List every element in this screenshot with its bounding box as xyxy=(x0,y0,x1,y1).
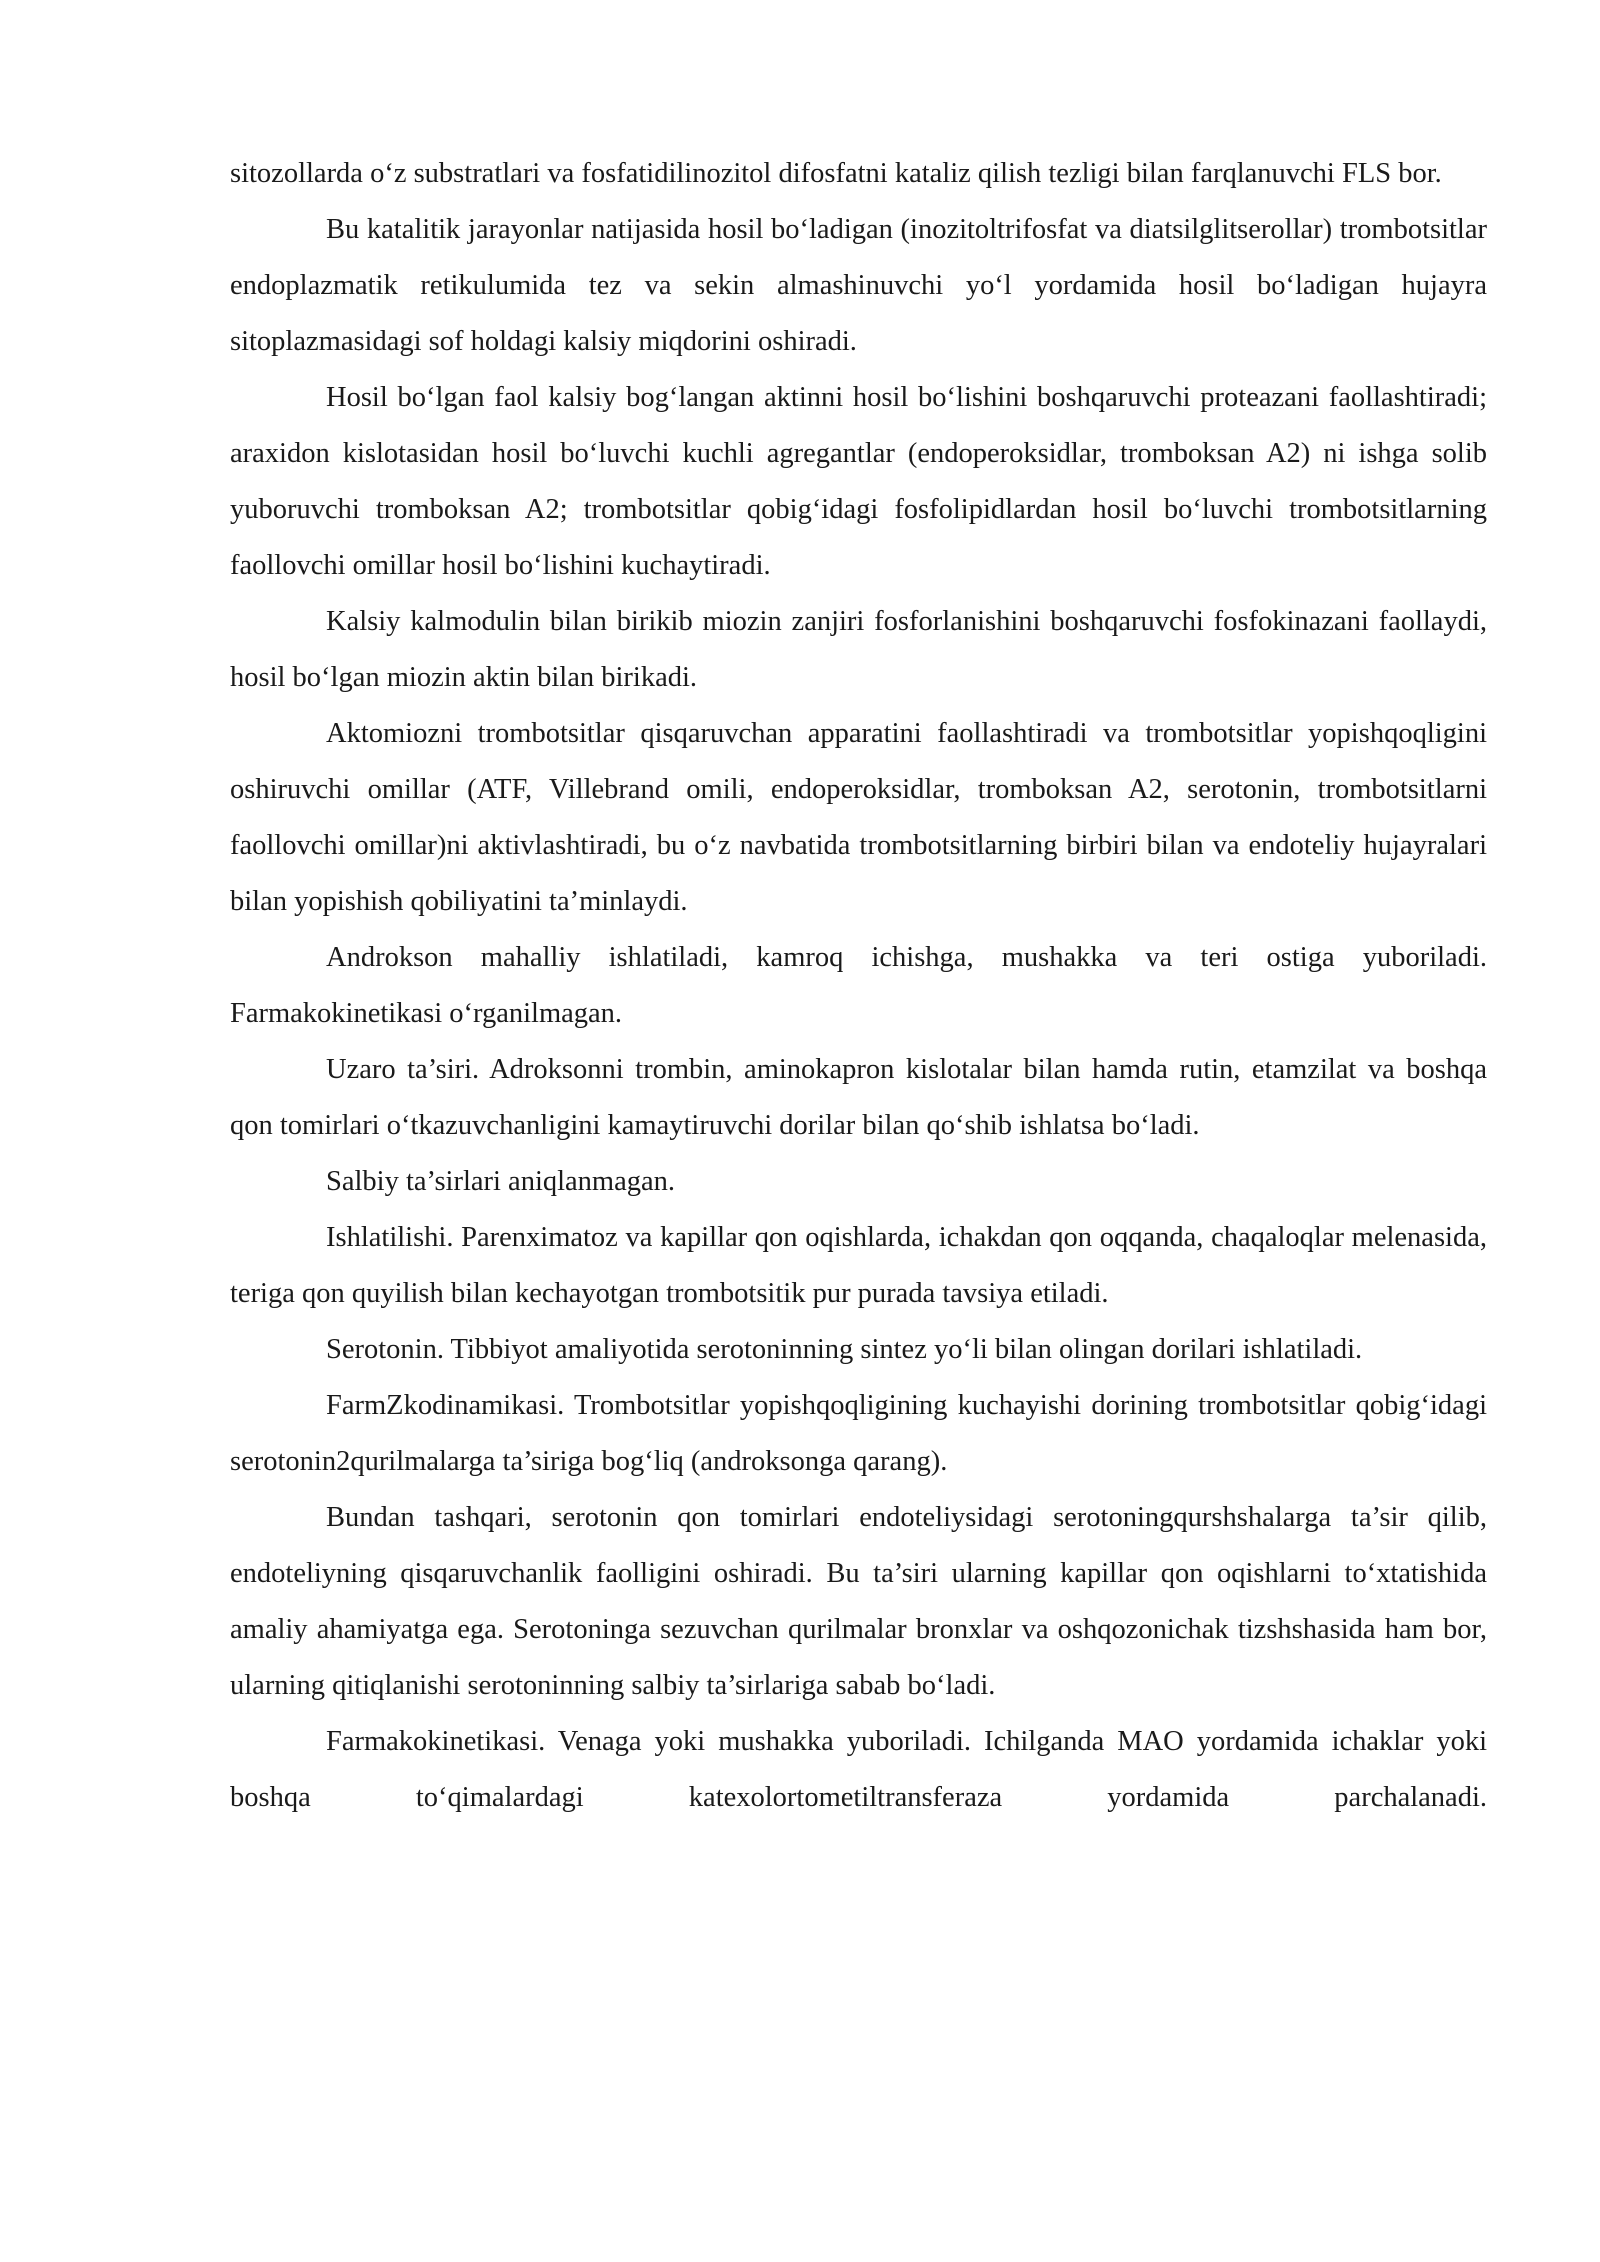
paragraph-12: Bundan tashqari, serotonin qon tomirlari endoteliysidagi serotoningqurshshalarga ta’sir qilib, endoteliyning qisqaruvchanlik faolligini oshiradi. Bu ta’siri ularning kapillar qon oqishlarni to‘xtatishida amaliy ahamiyatga ega. Serotoninga sezuvchan qurilmalar bronxlar va oshqozonichak tizshshasida ham bor, ularning qitiqlanishi serotoninning salbiy ta’sirlariga sabab bo‘ladi. xyxy=(230,1502,1487,1701)
paragraph-6: Androkson mahalliy ishlatiladi, kamroq ichishga, mushakka va teri ostiga yuboriladi. Farmakokinetikasi o‘rganilmagan. xyxy=(230,942,1487,1029)
paragraph-3: Hosil bo‘lgan faol kalsiy bog‘langan aktinni hosil bo‘lishini boshqaruvchi proteazani faollashtiradi; araxidon kislotasidan hosil bo‘luvchi kuchli agregantlar (endoperoksidlar, tromboksan A2) ni ishga solib yuboruvchi tromboksan A2; trombotsitlar qobig‘idagi fosfolipidlardan hosil bo‘luvchi trombotsitlarning faollovchi omillar hosil bo‘lishini kuchaytiradi. xyxy=(230,382,1487,581)
paragraph-5: Aktomiozni trombotsitlar qisqaruvchan apparatini faollashtiradi va trombotsitlar yopishqoqligini oshiruvchi omillar (ATF, Villebrand omili, endoperoksidlar, tromboksan A2, serotonin, trombotsitlarni faollovchi omillar)ni aktivlashtiradi, bu o‘z navbatida trombotsitlarning birbiri bilan va endoteliy hujayralari bilan yopishish qobiliyatini ta’minlaydi. xyxy=(230,718,1487,917)
paragraph-4: Kalsiy kalmodulin bilan birikib miozin zanjiri fosforlanishini boshqaruvchi fosfokinazani faollaydi, hosil bo‘lgan miozin aktin bilan birikadi. xyxy=(230,606,1487,693)
paragraph-1: sitozollarda o‘z substratlari va fosfatidilinozitol difosfatni kataliz qilish tezligi bilan farqlanuvchi FLS bor. xyxy=(230,158,1442,189)
paragraph-13: Farmakokinetikasi. Venaga yoki mushakka yuboriladi. Ichilganda MAO yordamida ichaklar yoki boshqa to‘qimalardagi katexolortometiltransferaza yordamida parchalanadi. xyxy=(230,1726,1487,1813)
paragraph-9: Ishlatilishi. Parenximatoz va kapillar qon oqishlarda, ichakdan qon oqqanda, chaqaloqlar melenasida, teriga qon quyilish bilan kechayotgan trombotsitik pur purada tavsiya etiladi. xyxy=(230,1222,1487,1309)
paragraph-11: FarmZkodinamikasi. Trombotsitlar yopishqoqligining kuchayishi dorining trombotsitlar qobig‘idagi serotonin2qurilmalarga ta’siriga bog‘liq (androksonga qarang). xyxy=(230,1390,1487,1477)
document-body xyxy=(230,146,1487,1826)
paragraph-2: Bu katalitik jarayonlar natijasida hosil bo‘ladigan (inozitoltrifosfat va diatsilglitserollar) trombotsitlar endoplazmatik retikulumida tez va sekin almashinuvchi yo‘l yordamida hosil bo‘ladigan hujayra sitoplazmasidagi sof holdagi kalsiy miqdorini oshiradi. xyxy=(230,214,1487,357)
paragraph-7: Uzaro ta’siri. Adroksonni trombin, aminokapron kislotalar bilan hamda rutin, etamzilat va boshqa qon tomirlari o‘tkazuvchanligini kamaytiruvchi dorilar bilan qo‘shib ishlatsa bo‘ladi. xyxy=(230,1054,1487,1141)
paragraph-10: Serotonin. Tibbiyot amaliyotida serotoninning sintez yo‘li bilan olingan dorilari ishlatiladi. xyxy=(326,1334,1363,1365)
paragraph-8: Salbiy ta’sirlari aniqlanmagan. xyxy=(326,1166,676,1197)
